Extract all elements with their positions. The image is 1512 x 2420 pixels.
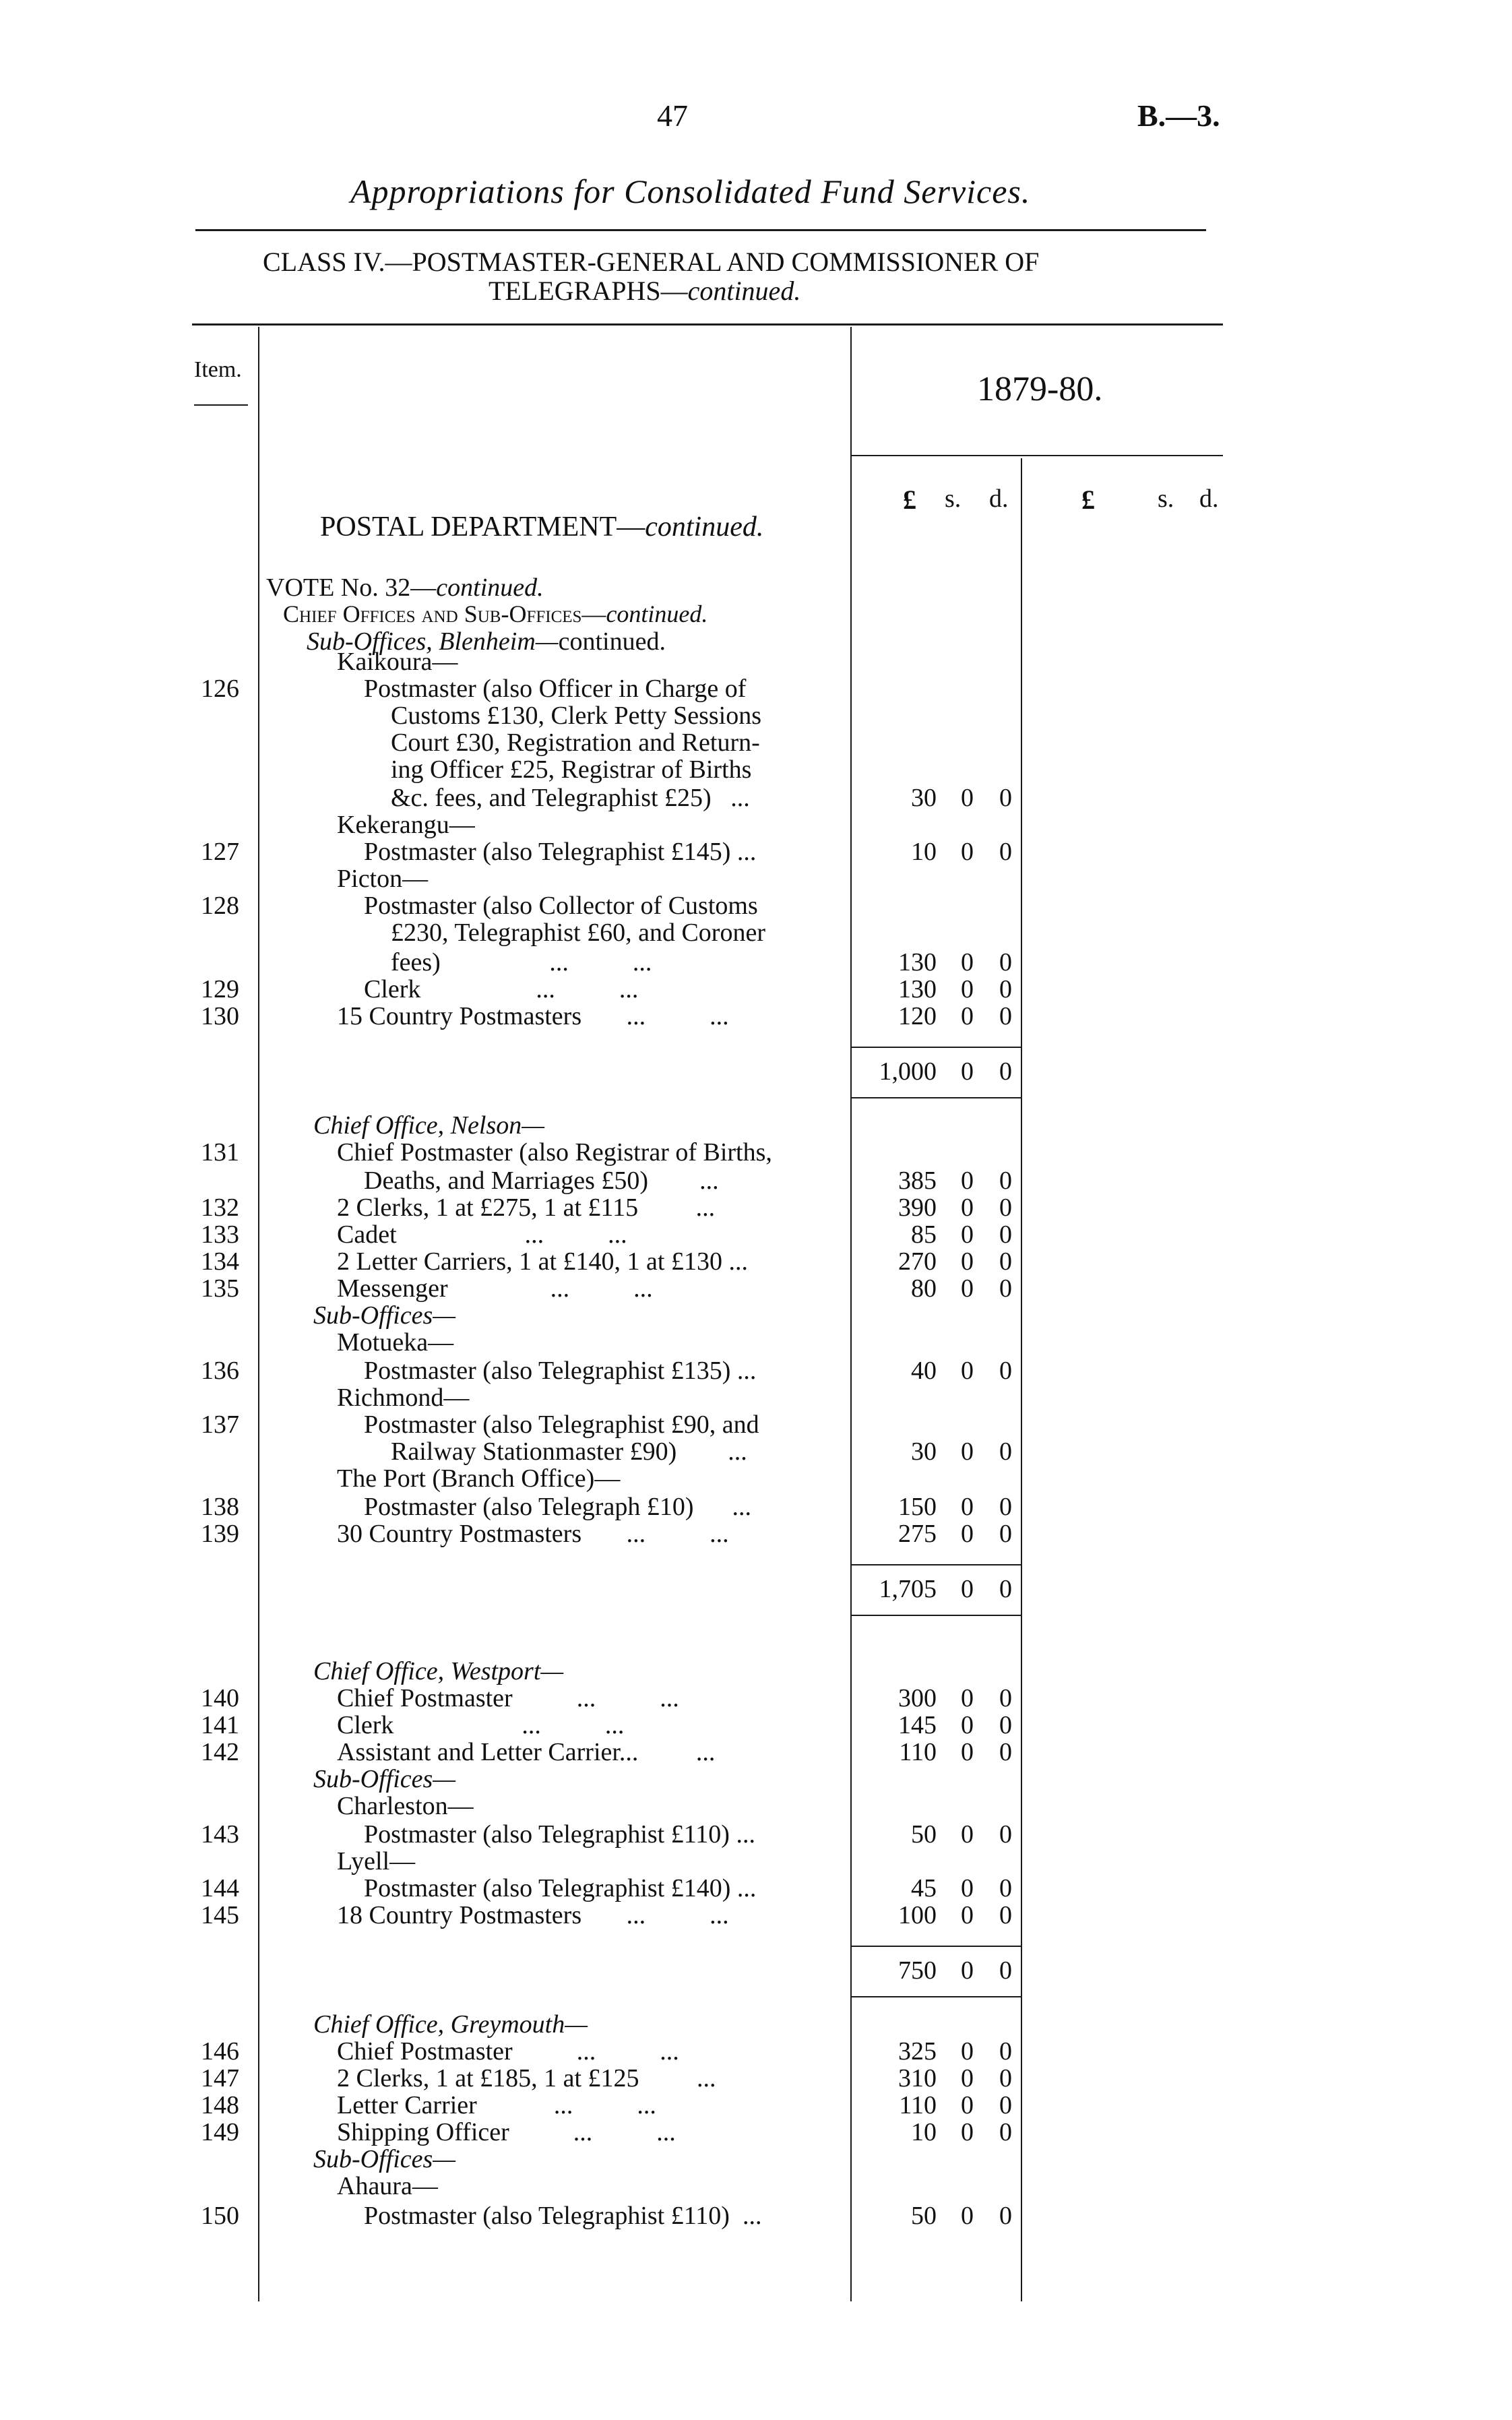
subtotal-pence: 0 xyxy=(999,1057,1012,1086)
amount-shillings: 0 xyxy=(961,1002,974,1030)
amount-pounds: 45 xyxy=(911,1874,937,1902)
amount-pence: 0 xyxy=(999,2091,1012,2119)
amount-shillings: 0 xyxy=(961,1274,974,1303)
item-number: 147 xyxy=(201,2064,239,2092)
amount-pounds: 50 xyxy=(911,1820,937,1849)
amount-pence: 0 xyxy=(999,1684,1012,1712)
item-number: 143 xyxy=(201,1820,239,1849)
item-number: 150 xyxy=(201,2202,239,2230)
amount-shillings: 0 xyxy=(961,1247,974,1276)
row-description: Richmond— xyxy=(337,1384,470,1412)
subtotal-shillings: 0 xyxy=(961,1057,974,1086)
amount-pounds: 120 xyxy=(898,1002,937,1030)
row-description: Kaikoura— xyxy=(337,648,458,676)
row-description: Postmaster (also Telegraphist £140) ... xyxy=(364,1874,757,1902)
row-description: 18 Country Postmasters ... ... xyxy=(337,1901,729,1929)
class-heading-continued: continued. xyxy=(687,276,801,306)
amount-pounds: 145 xyxy=(898,1711,937,1739)
subtotal-pounds: 1,000 xyxy=(879,1057,937,1086)
amount-pounds: 270 xyxy=(898,1247,937,1276)
item-number: 144 xyxy=(201,1874,239,1902)
item-number: 133 xyxy=(201,1220,239,1249)
amount-pounds: 130 xyxy=(898,948,937,976)
amount-shillings: 0 xyxy=(961,1493,974,1521)
amount-pence: 0 xyxy=(999,1193,1012,1222)
row-description: Picton— xyxy=(337,865,429,893)
subtotal-underline xyxy=(850,1097,1021,1098)
fiscal-year: 1879-80. xyxy=(977,370,1103,408)
row-description: 30 Country Postmasters ... ... xyxy=(337,1520,729,1548)
row-description: £230, Telegraphist £60, and Coroner xyxy=(391,919,765,947)
amount-pence: 0 xyxy=(999,1738,1012,1766)
subtotal-underline xyxy=(850,1615,1021,1616)
amount-shillings: 0 xyxy=(961,1684,974,1712)
row-description: Chief Postmaster ... ... xyxy=(337,2037,679,2066)
amount-pounds: 110 xyxy=(899,2091,937,2119)
vote-heading-main: VOTE No. 32— xyxy=(266,573,437,602)
item-column-label: Item. xyxy=(194,357,242,382)
row-description: Postmaster (also Telegraph £10) ... xyxy=(364,1493,751,1521)
item-number: 126 xyxy=(201,675,239,703)
amount-shillings: 0 xyxy=(961,1820,974,1849)
amount-shillings: 0 xyxy=(961,1901,974,1929)
row-description: 2 Letter Carriers, 1 at £140, 1 at £130 ... xyxy=(337,1247,748,1276)
row-description: Kekerangu— xyxy=(337,811,475,839)
amount-shillings: 0 xyxy=(961,838,974,866)
item-number: 140 xyxy=(201,1684,239,1712)
vote-heading-continued: continued. xyxy=(436,573,544,602)
amount-pounds: 310 xyxy=(898,2064,937,2092)
amount-pence: 0 xyxy=(999,1711,1012,1739)
item-number: 130 xyxy=(201,1002,239,1030)
amount-pounds: 110 xyxy=(899,1738,937,1766)
row-description: Postmaster (also Telegraphist £135) ... xyxy=(364,1357,757,1385)
col1-shillings-label: s. xyxy=(945,485,962,513)
offices-heading-main: Chief Offices and Sub-Offices— xyxy=(283,600,606,627)
offices-heading-continued: continued. xyxy=(606,600,708,627)
item-number: 135 xyxy=(201,1274,239,1303)
col2-shillings-label: s. xyxy=(1158,485,1174,513)
row-description: fees) ... ... xyxy=(391,948,652,976)
item-number: 138 xyxy=(201,1493,239,1521)
amount-pounds: 40 xyxy=(911,1357,937,1385)
subtotal-rule xyxy=(850,1564,1021,1565)
amount-pounds: 10 xyxy=(911,838,937,866)
amount-pounds: 10 xyxy=(911,2118,937,2146)
item-number: 137 xyxy=(201,1410,239,1439)
amount-pounds: 30 xyxy=(911,784,937,812)
item-number: 145 xyxy=(201,1901,239,1929)
amount-shillings: 0 xyxy=(961,1167,974,1195)
page-title: Appropriations for Consolidated Fund Services. xyxy=(350,173,1031,210)
row-description: 2 Clerks, 1 at £185, 1 at £125 ... xyxy=(337,2064,716,2092)
amount-pence: 0 xyxy=(999,1274,1012,1303)
amount-pence: 0 xyxy=(999,1493,1012,1521)
item-number: 132 xyxy=(201,1193,239,1222)
row-description: Postmaster (also Telegraphist £145) ... xyxy=(364,838,757,866)
department-heading-main: POSTAL DEPARTMENT— xyxy=(320,511,645,542)
subtotal-rule xyxy=(850,1047,1021,1048)
class-heading-line1: CLASS IV.—POSTMASTER-GENERAL AND COMMISSIONER OF xyxy=(263,247,1040,277)
amount-shillings: 0 xyxy=(961,1357,974,1385)
row-description: Postmaster (also Telegraphist £90, and xyxy=(364,1410,759,1439)
amount-pence: 0 xyxy=(999,1167,1012,1195)
row-description: Sub-Offices— xyxy=(313,1765,456,1793)
amount-shillings: 0 xyxy=(961,2118,974,2146)
row-description: Motueka— xyxy=(337,1328,454,1357)
item-number: 128 xyxy=(201,892,239,920)
amount-pence: 0 xyxy=(999,1520,1012,1548)
subtotal-shillings: 0 xyxy=(961,1956,974,1985)
amount-pounds: 85 xyxy=(911,1220,937,1249)
row-description: Chief Postmaster (also Registrar of Births, xyxy=(337,1138,772,1167)
subtotal-pence: 0 xyxy=(999,1575,1012,1603)
amount-pence: 0 xyxy=(999,2037,1012,2066)
item-number: 136 xyxy=(201,1357,239,1385)
subtotal-pounds: 1,705 xyxy=(879,1575,937,1603)
amount-shillings: 0 xyxy=(961,1738,974,1766)
row-description: 15 Country Postmasters ... ... xyxy=(337,1002,729,1030)
row-description: Chief Office, Greymouth— xyxy=(313,2010,588,2039)
amount-shillings: 0 xyxy=(961,784,974,812)
row-description: Postmaster (also Telegraphist £110) ... xyxy=(364,1820,755,1849)
amount-shillings: 0 xyxy=(961,2091,974,2119)
amount-pounds: 80 xyxy=(911,1274,937,1303)
series-code: B.—3. xyxy=(1137,98,1220,133)
item-number: 127 xyxy=(201,838,239,866)
row-description: Clerk ... ... xyxy=(364,975,639,1003)
sub-offices-heading-continued: continued. xyxy=(558,627,666,656)
amount-shillings: 0 xyxy=(961,1711,974,1739)
row-description: Court £30, Registration and Return- xyxy=(391,728,760,757)
row-description: Chief Office, Westport— xyxy=(313,1657,564,1685)
row-description: Postmaster (also Collector of Customs xyxy=(364,892,758,920)
row-description: Lyell— xyxy=(337,1847,416,1875)
amount-pounds: 385 xyxy=(898,1167,937,1195)
amount-pence: 0 xyxy=(999,1220,1012,1249)
item-number: 146 xyxy=(201,2037,239,2066)
amount-pounds: 275 xyxy=(898,1520,937,1548)
amount-shillings: 0 xyxy=(961,2202,974,2230)
item-number: 149 xyxy=(201,2118,239,2146)
row-description: 2 Clerks, 1 at £275, 1 at £115 ... xyxy=(337,1193,716,1222)
amount-pounds: 130 xyxy=(898,975,937,1003)
amount-shillings: 0 xyxy=(961,1193,974,1222)
amount-pounds: 300 xyxy=(898,1684,937,1712)
amount-shillings: 0 xyxy=(961,2064,974,2092)
row-description: Ahaura— xyxy=(337,2172,438,2200)
amount-pence: 0 xyxy=(999,784,1012,812)
row-description: Customs £130, Clerk Petty Sessions xyxy=(391,702,761,730)
amount-pence: 0 xyxy=(999,2202,1012,2230)
row-description: Sub-Offices— xyxy=(313,1301,456,1330)
subtotal-shillings: 0 xyxy=(961,1575,974,1603)
amount-pence: 0 xyxy=(999,2064,1012,2092)
amount-pence: 0 xyxy=(999,1357,1012,1385)
row-description: The Port (Branch Office)— xyxy=(337,1464,621,1493)
row-description: Charleston— xyxy=(337,1792,474,1820)
subtotal-underline xyxy=(850,1996,1021,1997)
row-description: Sub-Offices— xyxy=(313,2145,456,2173)
row-description: ing Officer £25, Registrar of Births xyxy=(391,755,752,784)
row-description: Postmaster (also Telegraphist £110) ... xyxy=(364,2202,762,2230)
item-number: 142 xyxy=(201,1738,239,1766)
amount-pounds: 150 xyxy=(898,1493,937,1521)
row-description: Messenger ... ... xyxy=(337,1274,653,1303)
amount-pounds: 30 xyxy=(911,1437,937,1466)
item-number: 141 xyxy=(201,1711,239,1739)
amount-pounds: 390 xyxy=(898,1193,937,1222)
page-number: 47 xyxy=(657,98,688,133)
amount-pence: 0 xyxy=(999,1820,1012,1849)
amount-pence: 0 xyxy=(999,948,1012,976)
item-number: 131 xyxy=(201,1138,239,1167)
subtotal-pence: 0 xyxy=(999,1956,1012,1985)
department-heading-continued: continued. xyxy=(645,511,764,542)
row-description: Clerk ... ... xyxy=(337,1711,625,1739)
amount-pence: 0 xyxy=(999,2118,1012,2146)
amount-pounds: 100 xyxy=(898,1901,937,1929)
item-number: 129 xyxy=(201,975,239,1003)
amount-pence: 0 xyxy=(999,838,1012,866)
subtotal-rule xyxy=(850,1946,1021,1947)
amount-shillings: 0 xyxy=(961,1520,974,1548)
amount-pence: 0 xyxy=(999,1874,1012,1902)
sub-offices-heading-main: Sub-Offices, Blenheim— xyxy=(307,627,559,656)
subtotal-pounds: 750 xyxy=(898,1956,937,1985)
amount-pounds: 325 xyxy=(898,2037,937,2066)
amount-shillings: 0 xyxy=(961,2037,974,2066)
col2-pence-label: d. xyxy=(1199,485,1219,513)
item-number: 134 xyxy=(201,1247,239,1276)
row-description: Chief Office, Nelson— xyxy=(313,1111,545,1140)
amount-shillings: 0 xyxy=(961,948,974,976)
col1-pounds-label: £ xyxy=(903,485,916,515)
col1-pence-label: d. xyxy=(989,485,1009,513)
amount-pounds: 50 xyxy=(911,2202,937,2230)
row-description: Letter Carrier ... ... xyxy=(337,2091,656,2119)
item-number: 139 xyxy=(201,1520,239,1548)
row-description: Railway Stationmaster £90) ... xyxy=(391,1437,747,1466)
class-heading-main: TELEGRAPHS— xyxy=(489,276,688,306)
item-number: 148 xyxy=(201,2091,239,2119)
row-description: Chief Postmaster ... ... xyxy=(337,1684,679,1712)
col2-pounds-label: £ xyxy=(1081,485,1095,515)
amount-pence: 0 xyxy=(999,1437,1012,1466)
amount-pence: 0 xyxy=(999,1901,1012,1929)
amount-shillings: 0 xyxy=(961,1874,974,1902)
row-description: Assistant and Letter Carrier... ... xyxy=(337,1738,716,1766)
row-description: &c. fees, and Telegraphist £25) ... xyxy=(391,784,750,812)
amount-shillings: 0 xyxy=(961,1437,974,1466)
amount-pence: 0 xyxy=(999,1247,1012,1276)
amount-shillings: 0 xyxy=(961,1220,974,1249)
row-description: Postmaster (also Officer in Charge of xyxy=(364,675,747,703)
amount-shillings: 0 xyxy=(961,975,974,1003)
amount-pence: 0 xyxy=(999,1002,1012,1030)
row-description: Deaths, and Marriages £50) ... xyxy=(364,1167,719,1195)
row-description: Cadet ... ... xyxy=(337,1220,627,1249)
row-description: Shipping Officer ... ... xyxy=(337,2118,676,2146)
amount-pence: 0 xyxy=(999,975,1012,1003)
